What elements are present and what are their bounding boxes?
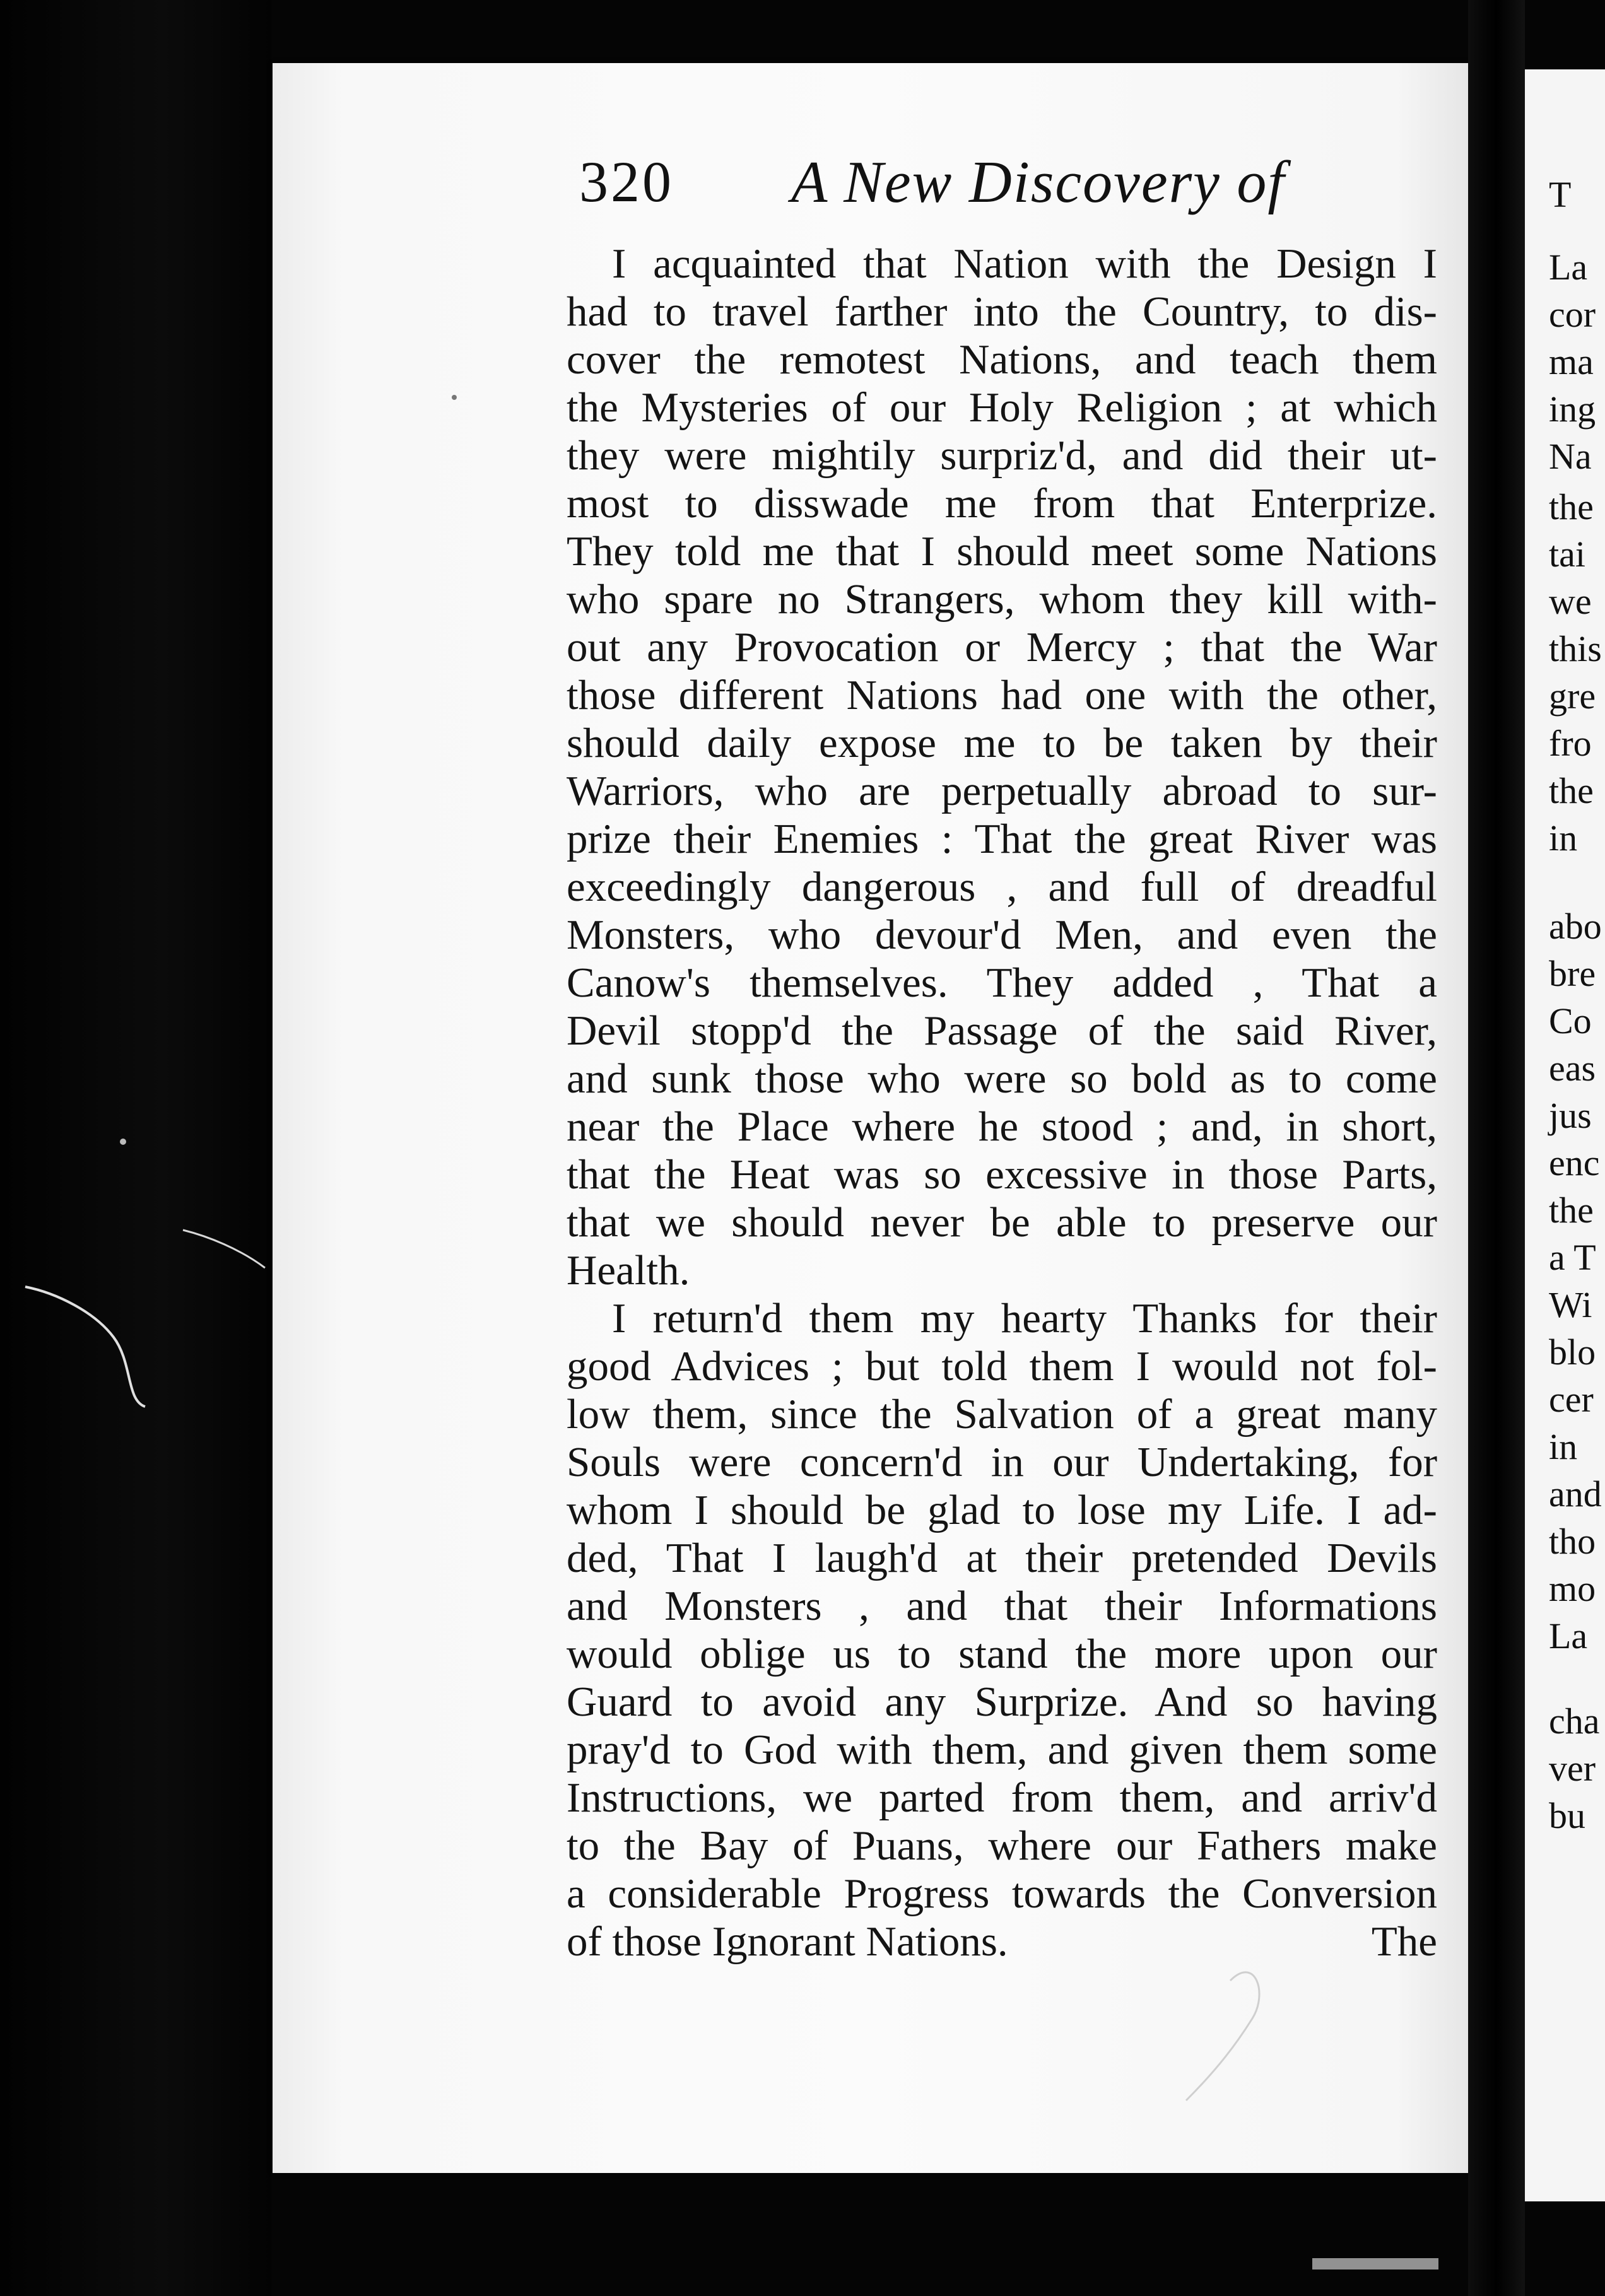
text-line: they were mightily surpriz'd, and did their ut- <box>567 432 1437 479</box>
speck-dust <box>1312 2258 1438 2270</box>
text-line: the Mysteries of our Holy Religion ; at which <box>567 384 1437 431</box>
text-line: Devil stopp'd the Passage of the said River, <box>567 1007 1437 1054</box>
text-line: those different Nations had one with the other, <box>567 672 1437 718</box>
text-line: Warriors, who are perpetually abroad to sur- <box>567 768 1437 814</box>
running-title: A New Discovery of <box>791 149 1286 215</box>
facing-page-fragment: we <box>1549 581 1592 622</box>
facing-page-fragment: a T <box>1549 1237 1596 1278</box>
text-line: Souls were concern'd in our Undertaking, for <box>567 1439 1437 1485</box>
facing-page-fragment: tho <box>1549 1521 1596 1562</box>
facing-page-fragment: cer <box>1549 1379 1594 1420</box>
facing-page-fragment: eas <box>1549 1048 1596 1089</box>
text-line: and Monsters , and that their Informations <box>567 1583 1437 1629</box>
text-line: I acquainted that Nation with the Design I <box>612 240 1437 287</box>
facing-page-fragment: this <box>1549 628 1602 669</box>
facing-page-fragment: jus <box>1549 1095 1592 1136</box>
text-line: should daily expose me to be taken by their <box>567 720 1437 766</box>
page-header <box>579 148 1286 224</box>
facing-page-fragment: enc <box>1549 1142 1600 1183</box>
text-line: Instructions, we parted from them, and arriv'd <box>567 1774 1437 1821</box>
facing-page-fragment: tai <box>1549 534 1585 575</box>
text-line: out any Provocation or Mercy ; that the War <box>567 624 1437 671</box>
facing-page-fragment: ing <box>1549 389 1596 430</box>
text-line: whom I should be glad to lose my Life. I ad- <box>567 1487 1437 1533</box>
text-line: of those Ignorant Nations. <box>567 1918 1008 1965</box>
facing-page-fragment: in <box>1549 1426 1578 1467</box>
facing-page-fragment: gre <box>1549 676 1596 717</box>
text-line: that we should never be able to preserve our <box>567 1199 1437 1246</box>
facing-page-fragment: Wi <box>1549 1284 1592 1325</box>
left-scan-margin <box>0 0 271 2296</box>
facing-page-fragment: cha <box>1549 1701 1600 1742</box>
facing-page-fragment: La <box>1549 1615 1588 1656</box>
facing-page-fragment: the <box>1549 770 1594 811</box>
facing-page-fragment: blo <box>1549 1332 1596 1373</box>
text-line: exceedingly dangerous , and full of dreadful <box>567 864 1437 910</box>
catchword: The <box>1371 1918 1437 1965</box>
facing-page-fragment: T <box>1549 174 1572 215</box>
page-number: 320 <box>579 149 674 214</box>
book-gutter <box>1468 0 1525 2296</box>
text-line: Monsters, who devour'd Men, and even the <box>567 911 1437 958</box>
text-line: pray'd to God with them, and given them some <box>567 1726 1437 1773</box>
facing-page-edge <box>1525 69 1605 2201</box>
text-line: to the Bay of Puans, where our Fathers make <box>567 1822 1437 1869</box>
text-line: low them, since the Salvation of a great many <box>567 1391 1437 1438</box>
text-line: good Advices ; but told them I would not fol- <box>567 1343 1437 1390</box>
facing-page-fragment: abo <box>1549 906 1602 947</box>
text-line: Health. <box>567 1247 690 1294</box>
text-line: and sunk those who were so bold as to come <box>567 1055 1437 1102</box>
text-line: a considerable Progress towards the Conversion <box>567 1870 1437 1917</box>
text-line: near the Place where he stood ; and, in short, <box>567 1103 1437 1150</box>
facing-page-fragment: in <box>1549 817 1578 858</box>
facing-page-fragment: mo <box>1549 1568 1596 1609</box>
facing-page-fragment: cor <box>1549 294 1596 335</box>
facing-page-fragment: and <box>1549 1473 1602 1514</box>
text-line: cover the remotest Nations, and teach them <box>567 336 1437 383</box>
text-line: Guard to avoid any Surprize. And so having <box>567 1678 1437 1725</box>
facing-page-fragment: the <box>1549 1190 1594 1231</box>
facing-page-fragment: Co <box>1549 1000 1592 1041</box>
facing-page-fragment: bu <box>1549 1795 1585 1836</box>
text-line: would oblige us to stand the more upon our <box>567 1631 1437 1677</box>
facing-page-fragment: ma <box>1549 341 1594 382</box>
text-line: I return'd them my hearty Thanks for their <box>612 1295 1437 1342</box>
text-line: ded, That I laugh'd at their pretended Devils <box>567 1535 1437 1581</box>
text-line: prize their Enemies : That the great River was <box>567 816 1437 862</box>
text-line: most to disswade me from that Enterprize. <box>567 480 1437 527</box>
facing-page-fragment: ver <box>1549 1748 1596 1789</box>
text-line: Canow's themselves. They added , That a <box>567 959 1437 1006</box>
facing-page-fragment: bre <box>1549 953 1596 994</box>
text-line: that the Heat was so excessive in those Parts, <box>567 1151 1437 1198</box>
facing-page-fragment: fro <box>1549 723 1592 764</box>
facing-page-fragment: La <box>1549 247 1588 288</box>
facing-page-fragment: the <box>1549 486 1594 527</box>
text-line: had to travel farther into the Country, to dis- <box>567 288 1437 335</box>
text-line: They told me that I should meet some Nations <box>567 528 1437 575</box>
text-line: who spare no Strangers, whom they kill with- <box>567 576 1437 623</box>
facing-page-fragment: Na <box>1549 436 1592 477</box>
